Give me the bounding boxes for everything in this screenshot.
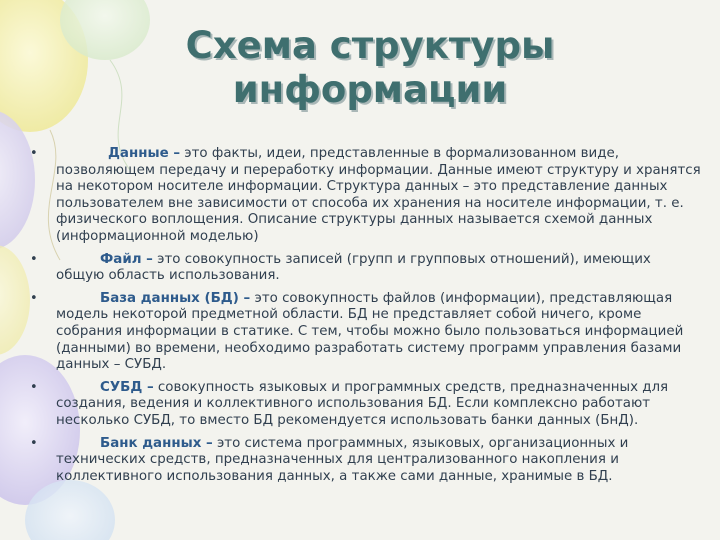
bullet-icon: • <box>30 290 38 306</box>
slide-title: Схема структуры информации <box>185 24 555 111</box>
definition-text: это факты, идеи, представленные в формализованном виде, позволяющем передачу и переработку информации. Данные имеют структуру и хранятся на некотором носителе информации. Структура данных – это представление данных пользователем вне зависимости от способа их хранения на носителе информации, т. е. физического воплощения. Описание структуры данных называется схемой данных (информационной моделью) <box>56 146 701 244</box>
definition-text: это система программных, языковых, организационных и технических средств, предназначенных для централизованного накопления и коллективного использования данных, а также сами данные, хранимые в БД. <box>56 435 629 484</box>
balloon-yellow-left <box>0 245 30 355</box>
bullet-icon: • <box>30 379 38 395</box>
list-item-dbms <box>30 380 702 430</box>
definition-text: совокупность языковых и программных средств, предназначенных для создания, ведения и коллективного использования БД. Если комплексно работают несколько СУБД, то вместо БД рекомендуется использовать банки данных (БнД). <box>56 379 669 428</box>
term-label: Данные – <box>108 146 181 161</box>
list-item-data <box>30 146 702 246</box>
definitions-list <box>30 146 702 491</box>
term-label: Банк данных – <box>100 435 213 451</box>
bullet-icon: • <box>30 146 38 161</box>
term-label: База данных (БД) – <box>100 290 251 306</box>
list-item-database <box>30 291 702 374</box>
term-label: Файл – <box>100 251 153 267</box>
term-label: СУБД – <box>100 379 154 395</box>
bullet-icon: • <box>30 251 38 267</box>
definition-text: это совокупность записей (групп и групповых отношений), имеющих общую область использования. <box>56 251 651 284</box>
list-item-file <box>30 252 702 285</box>
definition-text: это совокупность файлов (информации), представляющая модель некоторой предметной области. БД не представляет собой ничего, кроме собрания информации в статике. С тем, чтобы можно было пользоваться информацией (данными) во времени, необходимо разработать систему программ управления базами данных – СУБД. <box>56 290 684 373</box>
list-item-databank <box>30 436 702 486</box>
bullet-icon: • <box>30 435 38 451</box>
